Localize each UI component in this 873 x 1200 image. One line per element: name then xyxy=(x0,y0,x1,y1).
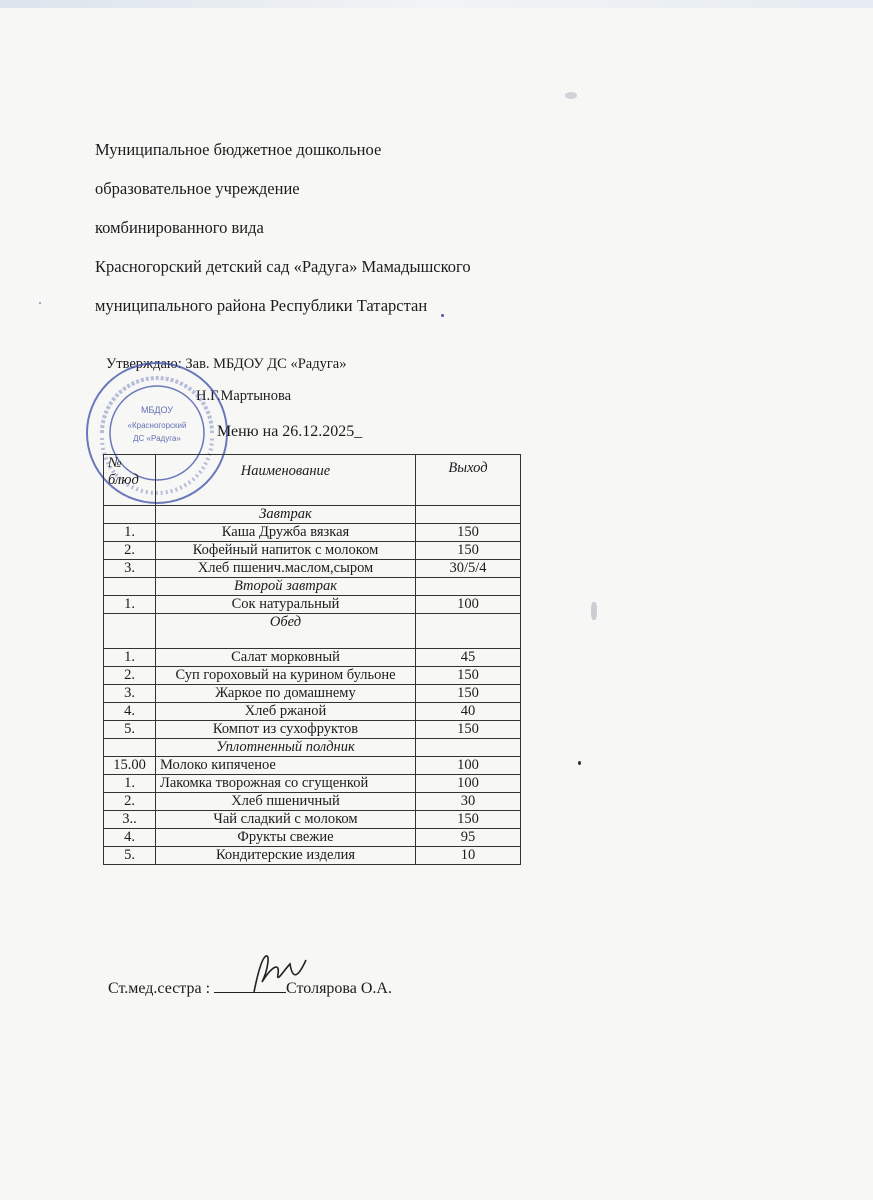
dish-name: Салат морковный xyxy=(156,649,416,667)
table-row xyxy=(104,721,521,739)
dish-number: 3. xyxy=(104,685,156,703)
scan-speck xyxy=(578,761,581,765)
dish-output: 150 xyxy=(416,542,521,560)
dish-output: 10 xyxy=(416,847,521,865)
section-title: Обед xyxy=(156,614,416,649)
table-row xyxy=(104,667,521,685)
dish-name: Каша Дружба вязкая xyxy=(156,524,416,542)
dish-output: 100 xyxy=(416,596,521,614)
svg-text:«Красногорский: «Красногорский xyxy=(127,421,187,430)
dish-number: 15.00 xyxy=(104,757,156,775)
dish-output: 30/5/4 xyxy=(416,560,521,578)
section-empty-cell xyxy=(416,739,521,757)
dish-output: 100 xyxy=(416,757,521,775)
section-row xyxy=(104,578,521,596)
dish-number: 1. xyxy=(104,524,156,542)
section-row xyxy=(104,739,521,757)
dish-name: Лакомка творожная со сгущенкой xyxy=(156,775,416,793)
section-title: Уплотненный полдник xyxy=(156,739,416,757)
section-empty-cell xyxy=(416,578,521,596)
approval-line: Утверждаю: Зав. МБДОУ ДС «Радуга» xyxy=(106,356,347,372)
footer-name: Столярова О.А. xyxy=(286,980,392,997)
dish-name: Фрукты свежие xyxy=(156,829,416,847)
org-line: комбинированного вида xyxy=(95,218,264,237)
dish-name: Хлеб пшенич.маслом,сыром xyxy=(156,560,416,578)
page-top-edge xyxy=(0,0,873,8)
table-header-row xyxy=(104,455,521,506)
dish-name: Хлеб ржаной xyxy=(156,703,416,721)
svg-text:МБДОУ: МБДОУ xyxy=(140,405,174,415)
table-row xyxy=(104,703,521,721)
dish-number: 1. xyxy=(104,596,156,614)
dish-output: 40 xyxy=(416,703,521,721)
dish-output: 45 xyxy=(416,649,521,667)
section-empty-cell xyxy=(416,506,521,524)
scan-speck xyxy=(565,92,577,99)
dish-name: Кондитерские изделия xyxy=(156,847,416,865)
table-row xyxy=(104,757,521,775)
section-row xyxy=(104,506,521,524)
dish-name: Кофейный напиток с молоком xyxy=(156,542,416,560)
dish-output: 150 xyxy=(416,667,521,685)
dish-output: 150 xyxy=(416,685,521,703)
header-out: Выход xyxy=(416,455,521,506)
dish-output: 100 xyxy=(416,775,521,793)
scan-speck xyxy=(39,302,41,304)
table-row xyxy=(104,596,521,614)
dish-name: Чай сладкий с молоком xyxy=(156,811,416,829)
section-empty-cell xyxy=(104,578,156,596)
menu-table xyxy=(103,454,521,865)
handwritten-signature xyxy=(244,952,314,998)
table-row xyxy=(104,649,521,667)
section-empty-cell xyxy=(104,506,156,524)
section-empty-cell xyxy=(416,614,521,649)
dish-output: 95 xyxy=(416,829,521,847)
dish-number: 2. xyxy=(104,667,156,685)
table-row xyxy=(104,793,521,811)
dish-name: Хлеб пшеничный xyxy=(156,793,416,811)
dish-number: 1. xyxy=(104,649,156,667)
header-num: № блюд xyxy=(104,455,156,506)
table-row xyxy=(104,811,521,829)
table-row xyxy=(104,829,521,847)
section-title: Второй завтрак xyxy=(156,578,416,596)
org-line: муниципального района Республики Татарстан xyxy=(95,296,428,315)
table-row xyxy=(104,542,521,560)
dish-number: 5. xyxy=(104,847,156,865)
dish-number: 3. xyxy=(104,560,156,578)
dish-name: Суп гороховый на курином бульоне xyxy=(156,667,416,685)
dish-number: 4. xyxy=(104,703,156,721)
dish-number: 1. xyxy=(104,775,156,793)
dish-number: 3.. xyxy=(104,811,156,829)
dish-number: 2. xyxy=(104,542,156,560)
table-row xyxy=(104,524,521,542)
dish-number: 4. xyxy=(104,829,156,847)
scan-speck xyxy=(591,602,597,620)
dish-output: 30 xyxy=(416,793,521,811)
section-row xyxy=(104,614,521,649)
dish-output: 150 xyxy=(416,524,521,542)
dish-number: 2. xyxy=(104,793,156,811)
table-row xyxy=(104,847,521,865)
dish-number: 5. xyxy=(104,721,156,739)
section-empty-cell xyxy=(104,614,156,649)
section-title: Завтрак xyxy=(156,506,416,524)
table-row xyxy=(104,560,521,578)
signer-name: Н.Г.Мартынова xyxy=(196,388,292,404)
org-line: Красногорский детский сад «Радуга» Мамадышского xyxy=(95,257,471,276)
table-row xyxy=(104,685,521,703)
svg-text:ДС «Радуга»: ДС «Радуга» xyxy=(133,434,181,443)
dish-name: Компот из сухофруктов xyxy=(156,721,416,739)
dish-name: Сок натуральный xyxy=(156,596,416,614)
dish-output: 150 xyxy=(416,811,521,829)
menu-title: Меню на 26.12.2025_ xyxy=(217,423,363,440)
dish-output: 150 xyxy=(416,721,521,739)
footer-role: Ст.мед.сестра : xyxy=(108,980,215,997)
section-empty-cell xyxy=(104,739,156,757)
organization-header xyxy=(95,140,471,335)
header-name: Наименование xyxy=(156,455,416,506)
dish-name: Молоко кипяченое xyxy=(156,757,416,775)
org-line: образовательное учреждение xyxy=(95,179,300,198)
table-row xyxy=(104,775,521,793)
org-line: Муниципальное бюджетное дошкольное xyxy=(95,140,382,159)
dish-name: Жаркое по домашнему xyxy=(156,685,416,703)
